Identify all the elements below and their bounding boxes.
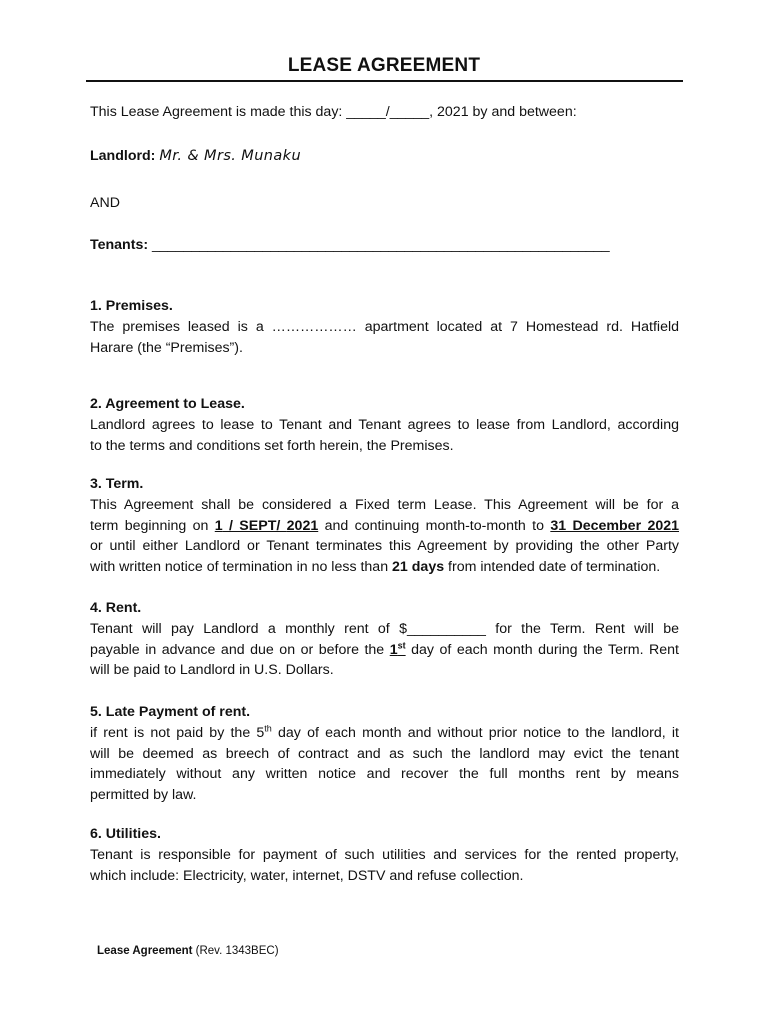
title-underline [86,80,683,82]
agreement-line-1: Landlord agrees to lease to Tenant and Tenant agrees to lease from Landlord, according [90,416,679,433]
due-day: 1st [389,639,406,658]
term-line-1: This Agreement shall be considered a Fixed term Lease. This Agreement will be for a [90,496,679,513]
premises-heading: 1. Premises. [90,298,173,314]
rent-heading: 4. Rent. [90,600,142,616]
late-line-2: will be deemed as breech of contract and as such the landlord may evict the tenant [90,745,679,762]
section-rent [90,598,679,681]
premises-line-2: Harare (the “Premises”). [90,339,243,356]
page-footer [97,945,279,957]
agreement-line-2: to the terms and conditions set forth herein, the Premises. [90,437,454,454]
section-agreement [90,394,679,456]
footer-label: Lease Agreement [97,945,193,957]
notice-days: 21 days [392,559,445,576]
utilities-line-2: which include: Electricity, water, internet, DSTV and refuse collection. [90,867,524,884]
intro-line: This Lease Agreement is made this day: _____/_____, 2021 by and between: [90,104,577,120]
utilities-line-1: Tenant is responsible for payment of such utilities and services for the rented property, [90,846,679,863]
rent-line-2: payable in advance and due on or before the 1st day of each month during the Term. Rent [90,639,679,658]
footer-revision: (Rev. 1343BEC) [192,945,279,957]
section-late-payment [90,702,679,806]
start-day: 1 [214,517,223,534]
landlord-line [90,146,301,166]
document-title: LEASE AGREEMENT [287,55,481,76]
tenants-label: Tenants: [90,237,149,253]
rent-line-3: will be paid to Landlord in U.S. Dollars. [90,662,334,679]
term-heading: 3. Term. [90,476,144,492]
tenants-blank: __________________________________________________________ [152,237,610,253]
agreement-heading: 2. Agreement to Lease. [90,396,245,412]
term-line-2: term beginning on 1 / SEPT/ 2021 and continuing month-to-month to 31 December 2021 [90,517,680,534]
and-text: AND [90,195,120,211]
term-line-4: with written notice of termination in no less than 21 days from intended date of termination. [90,559,661,576]
late-line-1: if rent is not paid by the 5th day of each month and without prior notice to the landlord, it [90,723,679,741]
term-line-3: or until either Landlord or Tenant terminates this Agreement by providing the other Party [90,538,679,555]
late-line-3: immediately without any written notice and recover the full months rent by means [90,766,679,783]
tenants-line [90,235,610,255]
late-heading: 5. Late Payment of rent. [90,704,251,720]
start-year: 2021 [286,517,319,534]
section-term [90,474,679,578]
landlord-label: Landlord: [90,148,156,164]
section-premises [90,296,679,358]
premises-line-1: The premises leased is a ……………… apartment located at 7 Homestead rd. Hatfield [90,318,679,335]
end-date: 31 December 2021 [550,517,680,534]
start-month: / SEPT/ [222,517,287,534]
utilities-heading: 6. Utilities. [90,826,161,842]
landlord-handwritten-name: Mr. & Mrs. Munaku [159,148,302,164]
section-utilities [90,824,679,886]
rent-line-1: Tenant will pay Landlord a monthly rent of $__________ for the Term. Rent will be [90,620,679,637]
late-line-4: permitted by law. [90,787,197,804]
